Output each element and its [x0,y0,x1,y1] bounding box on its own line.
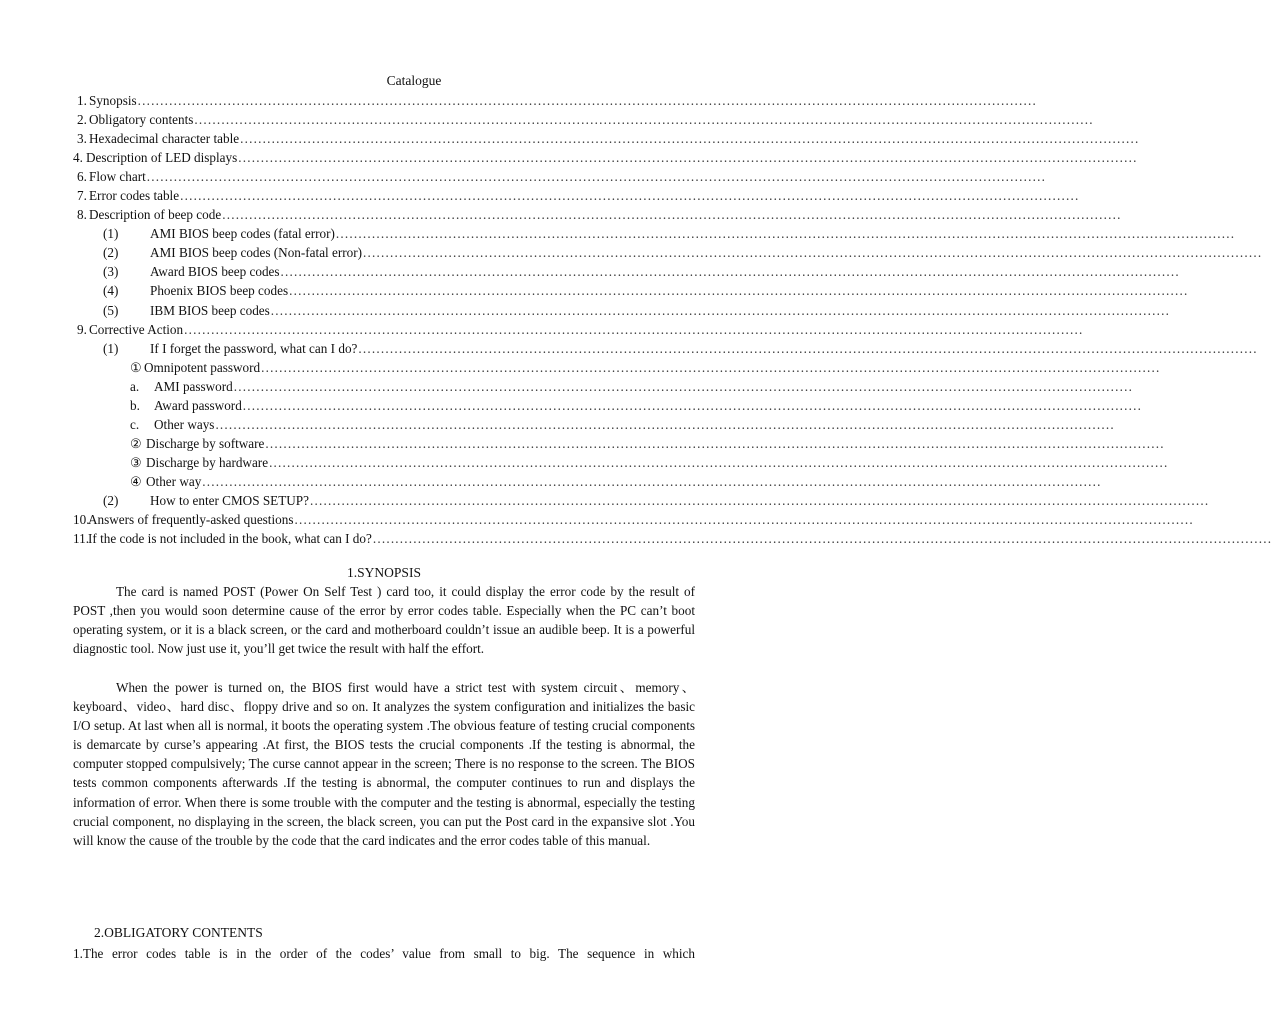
toc-entry [0,491,1210,510]
toc-dot-leader: ........................................................................................................................................................................................................ [233,378,1134,394]
toc-dot-leader: ........................................................................................................................................................................................................ [269,454,1169,470]
toc-dot-leader: ........................................................................................................................................................................................................ [372,531,1272,547]
catalogue-title: Catalogue [386,73,442,88]
toc-entry [0,377,1134,396]
toc-entry-number: (5) [103,302,119,318]
toc-entry-label: Phoenix BIOS beep codes [150,283,289,299]
toc-entry-number: 9. [77,321,87,337]
toc-entry [0,434,1165,453]
toc-entry-label: Flow chart [89,169,146,185]
toc-dot-leader: ........................................................................................................................................................................................................ [215,416,1115,432]
toc-entry [0,186,1080,205]
toc-entry [0,262,1180,281]
table-of-contents [0,91,1272,548]
toc-entry-number: 10. [73,512,90,528]
toc-entry-label: Description of beep code [89,207,222,223]
toc-entry-number: ④ [130,473,142,489]
toc-entry-number: (2) [103,245,119,261]
toc-dot-leader: ........................................................................................................................................................................................................ [261,359,1161,375]
toc-entry-number: (3) [103,264,119,280]
synopsis-paragraph-2 [73,678,695,850]
toc-entry-label: Obligatory contents [89,112,194,128]
toc-entry-label: Answers of frequently-asked questions [88,512,294,528]
toc-dot-leader: ........................................................................................................................................................................................................ [146,169,1047,185]
synopsis-paragraph-2-text: When the power is turned on, the BIOS first would have a strict test with system circuit、memory、keyboard、video、hard disc、floppy drive and so on. It analyzes the system configuration and initializes the basic I/O setup. At last when all is normal, it boots the operating system .The obvious feature of testing crucial components is demarcate by curse’s appearing .At first, the BIOS tests the crucial components .If the testing is abnormal, the computer stopped compulsively; The curse cannot appear in the screen; There is no response to the screen. The BIOS tests common components afterwards .If the testing is abnormal, the computer continues to run and displays the information of error. When there is some trouble with the computer and the testing is abnormal, especially the testing crucial component, no displaying in the screen, the black screen, you can put the Post card in the expansive slot .You will know the cause of the trouble by the code that the card indicates and the error codes table of this manual. [73,680,695,848]
toc-entry-label: IBM BIOS beep codes [150,302,270,318]
toc-entry-number: ② [130,435,142,451]
toc-dot-leader: ........................................................................................................................................................................................................ [294,512,1194,528]
toc-dot-leader: ........................................................................................................................................................................................................ [202,473,1102,489]
toc-entry [0,358,1161,377]
toc-entry-number: 6. [77,169,87,185]
toc-entry-label: AMI BIOS beep codes (Non-fatal error) [150,245,363,261]
toc-entry-label: Discharge by hardware [146,454,269,470]
toc-entry [0,301,1171,320]
toc-entry-number: 7. [77,188,87,204]
toc-entry [0,415,1115,434]
toc-entry [0,281,1189,300]
toc-entry [0,339,1258,358]
toc-entry-number: c. [130,416,140,432]
obligatory-paragraph-1: 1.The error codes table is in the order of the codes’ value from small to big. The sequence in which [73,946,695,961]
toc-entry [0,472,1102,491]
toc-entry-number: ① [130,359,142,375]
toc-entry-label: Description of LED displays [86,150,238,166]
toc-entry-label: Other way [146,473,202,489]
toc-dot-leader: ........................................................................................................................................................................................................ [280,264,1180,280]
toc-entry-label: If the code is not included in the book, what can I do? [88,531,372,547]
synopsis-paragraph-1 [73,582,695,658]
toc-entry-label: Omnipotent password [144,359,261,375]
toc-entry [0,529,1272,548]
toc-entry-label: Synopsis [89,93,137,108]
toc-dot-leader: ........................................................................................................................................................................................................ [363,245,1263,261]
toc-entry [0,167,1047,186]
toc-entry-number: (1) [103,340,119,356]
toc-entry-number: b. [130,397,140,413]
synopsis-paragraph-1-text: The card is named POST (Power On Self Test ) card too, it could display the error code by the result of POST ,then you would soon determine cause of the error by error codes table. Especially when the PC can’t boot operating system, or it is a black screen, or the card and motherboard couldn’t issue an audible beep. It is a powerful diagnostic tool. Now just use it, you’ll get twice the result with half the effort. [73,584,695,657]
toc-entry-number: 8. [77,207,87,223]
toc-entry [0,396,1143,415]
toc-entry-label: Award BIOS beep codes [150,264,280,280]
toc-dot-leader: ........................................................................................................................................................................................................ [184,321,1084,337]
toc-entry-label: Corrective Action [89,321,184,337]
toc-dot-leader: ........................................................................................................................................................................................................ [222,207,1122,223]
toc-entry [0,320,1084,339]
toc-entry-label: Discharge by software [146,435,265,451]
toc-entry-label: Award password [154,397,242,413]
toc-dot-leader: ........................................................................................................................................................................................................ [194,112,1094,128]
toc-entry-number: a. [130,378,140,394]
toc-entry [0,91,1038,110]
toc-entry-number: 1. [77,93,87,108]
toc-dot-leader: ........................................................................................................................................................................................................ [309,492,1210,508]
toc-dot-leader: ........................................................................................................................................................................................................ [137,93,1038,108]
toc-dot-leader: ........................................................................................................................................................................................................ [180,188,1080,204]
toc-dot-leader: ........................................................................................................................................................................................................ [238,150,1138,166]
toc-entry-label: How to enter CMOS SETUP? [150,492,309,508]
toc-entry-label: Error codes table [89,188,180,204]
toc-dot-leader: ........................................................................................................................................................................................................ [265,435,1165,451]
toc-entry-number: 3. [77,131,87,147]
toc-entry [0,129,1140,148]
toc-entry [0,148,1138,167]
toc-entry-number: (4) [103,283,119,299]
toc-entry [0,243,1263,262]
toc-entry-number: ③ [130,454,142,470]
toc-entry [0,453,1169,472]
toc-entry-label: Other ways [154,416,215,432]
toc-entry-number: 2. [77,112,87,128]
toc-dot-leader: ........................................................................................................................................................................................................ [242,397,1143,413]
toc-entry-number: (2) [103,492,119,508]
toc-dot-leader: ........................................................................................................................................................................................................ [335,226,1236,242]
obligatory-heading: 2.OBLIGATORY CONTENTS [94,925,263,940]
toc-entry-label: AMI password [154,378,233,394]
toc-entry [0,205,1122,224]
toc-entry-label: If I forget the password, what can I do? [150,340,358,356]
toc-dot-leader: ........................................................................................................................................................................................................ [270,302,1171,318]
toc-entry-number: 11. [73,531,89,547]
toc-entry [0,510,1194,529]
toc-dot-leader: ........................................................................................................................................................................................................ [358,340,1258,356]
toc-entry-number: (1) [103,226,119,242]
toc-dot-leader: ........................................................................................................................................................................................................ [240,131,1140,147]
toc-entry [0,224,1236,243]
toc-entry-label: Hexadecimal character table [89,131,240,147]
toc-entry [0,110,1094,129]
synopsis-heading: 1.SYNOPSIS [347,565,421,580]
toc-entry-number: 4. [73,150,83,166]
toc-dot-leader: ........................................................................................................................................................................................................ [289,283,1189,299]
toc-entry-label: AMI BIOS beep codes (fatal error) [150,226,335,242]
